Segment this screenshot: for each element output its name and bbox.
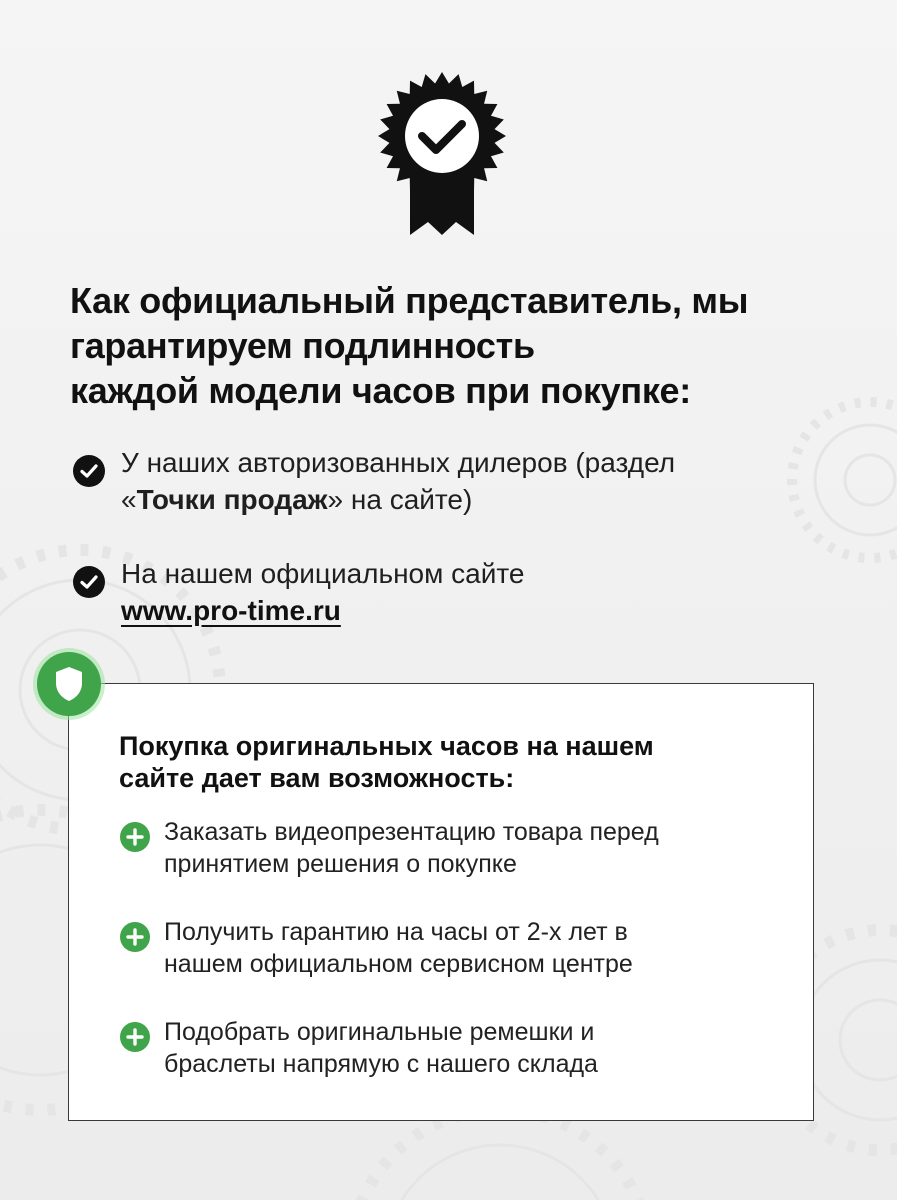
plus-circle-icon [119,921,151,953]
benefit-line: Получить гарантию на часы от 2-х лет в [164,918,628,946]
page-headline [70,278,850,413]
feature-text [121,444,821,518]
benefit-text [164,816,774,880]
benefit-line: Заказать видеопрезентацию товара перед [164,818,659,846]
check-circle-icon [72,565,106,599]
benefit-text [164,916,774,980]
feature-authorized-dealers [72,444,832,524]
benefit-line: нашем официальном сервисном центре [164,950,633,978]
feature-official-site [72,555,832,635]
feature-line: У наших авторизованных дилеров (раздел [121,447,676,478]
headline-line: каждой модели часов при покупке: [70,370,691,411]
plus-circle-icon [119,1021,151,1053]
headline-line: гарантируем подлинность [70,325,535,366]
check-circle-icon [72,454,106,488]
shield-icon [32,647,106,721]
feature-line: На нашем официальном сайте [121,558,525,589]
offer-title-line: Покупка оригинальных часов на нашем [119,731,654,761]
award-badge-icon [376,70,508,240]
feature-line-suffix: » на сайте) [327,484,473,515]
headline-line: Как официальный представитель, мы [70,280,749,321]
offer-title [119,730,779,794]
benefit-line: принятием решения о покупке [164,850,517,878]
benefit-item [119,816,779,886]
benefit-item [119,916,779,986]
benefit-item [119,1016,779,1086]
quote-open: « [121,484,137,515]
benefit-line: Подобрать оригинальные ремешки и [164,1018,595,1046]
site-link[interactable]: www.pro-time.ru [121,595,341,626]
points-of-sale-label: Точки продаж [136,484,328,515]
feature-text [121,555,821,629]
plus-circle-icon [119,821,151,853]
offer-card [68,683,814,1121]
benefit-line: браслеты напрямую с нашего склада [164,1050,598,1078]
benefit-text [164,1016,774,1080]
offer-title-line: сайте дает вам возможность: [119,763,515,793]
